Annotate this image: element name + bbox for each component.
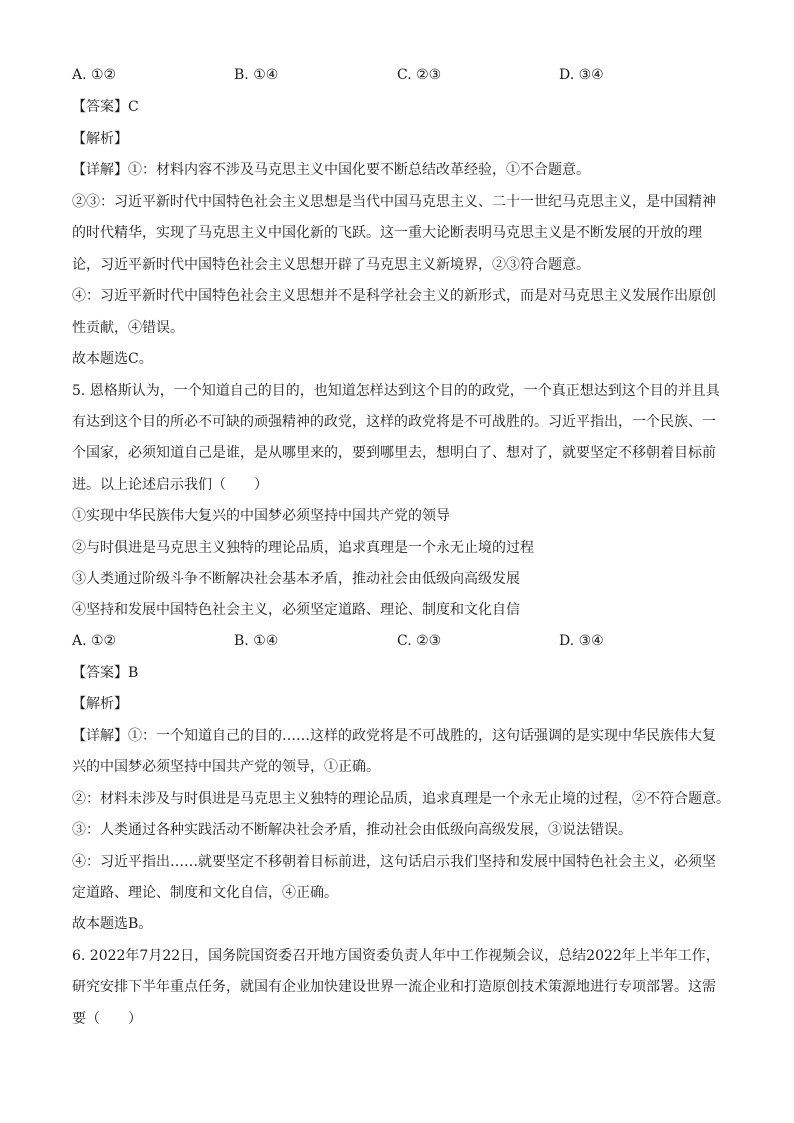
q5-answer: 【答案】B xyxy=(72,665,139,681)
q5-stem-line: 5. 恩格斯认为，一个知道自己的目的，也知道怎样达到这个目的的政党，一个真正想达到这个目的并且具 xyxy=(72,383,720,399)
q5-analysis-label: 【解析】 xyxy=(72,696,128,712)
q6-stem-line: 6. 2022年7月22日，国务院国资委召开地方国资委负责人年中工作视频会议，总结2022年上半年工作， xyxy=(72,948,720,964)
q5-option-b: B. ①④ xyxy=(234,633,279,649)
q4-analysis-line: ④：习近平新时代中国特色社会主义思想并不是科学社会主义的新形式，而是对马克思主义发展作出原创 xyxy=(72,288,716,304)
q5-stem-line: 有达到这个目的所必不可缺的顽强精神的政党，这样的政党将是不可战胜的。习近平指出，一个民族、一 xyxy=(72,414,716,430)
q4-options xyxy=(72,65,732,85)
q6-stem-line: 研究安排下半年重点任务，就国有企业加快建设世界一流企业和打造原创技术策源地进行专项部署。这需 xyxy=(72,979,716,995)
q5-analysis-line: 定道路、理论、制度和文化自信，④正确。 xyxy=(72,885,338,901)
q5-analysis-line: ④：习近平指出……就要坚定不移朝着目标前进，这句话启示我们坚持和发展中国特色社会主义，必须坚 xyxy=(72,854,716,870)
q5-analysis-line: ③：人类通过各种实践活动不断解决社会矛盾，推动社会由低级向高级发展，③说法错误。 xyxy=(72,822,632,838)
q5-stem-line: 进。以上论述启示我们（ ） xyxy=(72,477,268,493)
q5-conclusion: 故本题选B。 xyxy=(72,916,153,932)
q4-analysis-line: 性贡献，④错误。 xyxy=(72,320,184,336)
q5-analysis-line: 【详解】①：一个知道自己的目的……这样的政党将是不可战胜的，这句话强调的是实现中华民族伟大复 xyxy=(72,728,716,744)
q5-statement-3: ③人类通过阶级斗争不断解决社会基本矛盾，推动社会由低级向高级发展 xyxy=(72,571,520,587)
q4-analysis-label: 【解析】 xyxy=(72,131,128,147)
q5-option-d: D. ③④ xyxy=(559,633,604,649)
q5-statement-1: ①实现中华民族伟大复兴的中国梦必须坚持中国共产党的领导 xyxy=(72,508,450,524)
q5-statement-2: ②与时俱进是马克思主义独特的理论品质，追求真理是一个永无止境的过程 xyxy=(72,540,534,556)
q5-stem-line: 个国家，必须知道自己是谁，是从哪里来的，要到哪里去，想明白了、想对了，就要坚定不移朝着目标前 xyxy=(72,445,716,461)
q5-option-c: C. ②③ xyxy=(397,633,442,649)
q4-option-d: D. ③④ xyxy=(559,67,604,83)
q6-stem-line: 要（ ） xyxy=(72,1011,142,1027)
q5-analysis-line: 兴的中国梦必须坚持中国共产党的领导，①正确。 xyxy=(72,759,380,775)
q5-option-a: A. ①② xyxy=(72,633,117,649)
q4-analysis-line: ②③：习近平新时代中国特色社会主义思想是当代中国马克思主义、二十一世纪马克思主义，是中国精神 xyxy=(72,194,716,210)
q5-options xyxy=(72,631,732,651)
q4-option-b: B. ①④ xyxy=(234,67,279,83)
q4-conclusion: 故本题选C。 xyxy=(72,351,153,367)
q4-analysis-line: 【详解】①：材料内容不涉及马克思主义中国化要不断总结改革经验，①不合题意。 xyxy=(72,162,590,178)
q5-analysis-line: ②：材料未涉及与时俱进是马克思主义独特的理论品质，追求真理是一个永无止境的过程，②不符合题意。 xyxy=(72,791,730,807)
q4-option-a: A. ①② xyxy=(72,67,117,83)
q4-answer: 【答案】C xyxy=(72,99,139,115)
q4-analysis-line: 的时代精华，实现了马克思主义中国化新的飞跃。这一重大论断表明马克思主义是不断发展的开放的理 xyxy=(72,225,702,241)
q4-option-c: C. ②③ xyxy=(397,67,442,83)
q4-analysis-line: 论，习近平新时代中国特色社会主义思想开辟了马克思主义新境界，②③符合题意。 xyxy=(72,257,590,273)
q5-statement-4: ④坚持和发展中国特色社会主义，必须坚定道路、理论、制度和文化自信 xyxy=(72,602,520,618)
